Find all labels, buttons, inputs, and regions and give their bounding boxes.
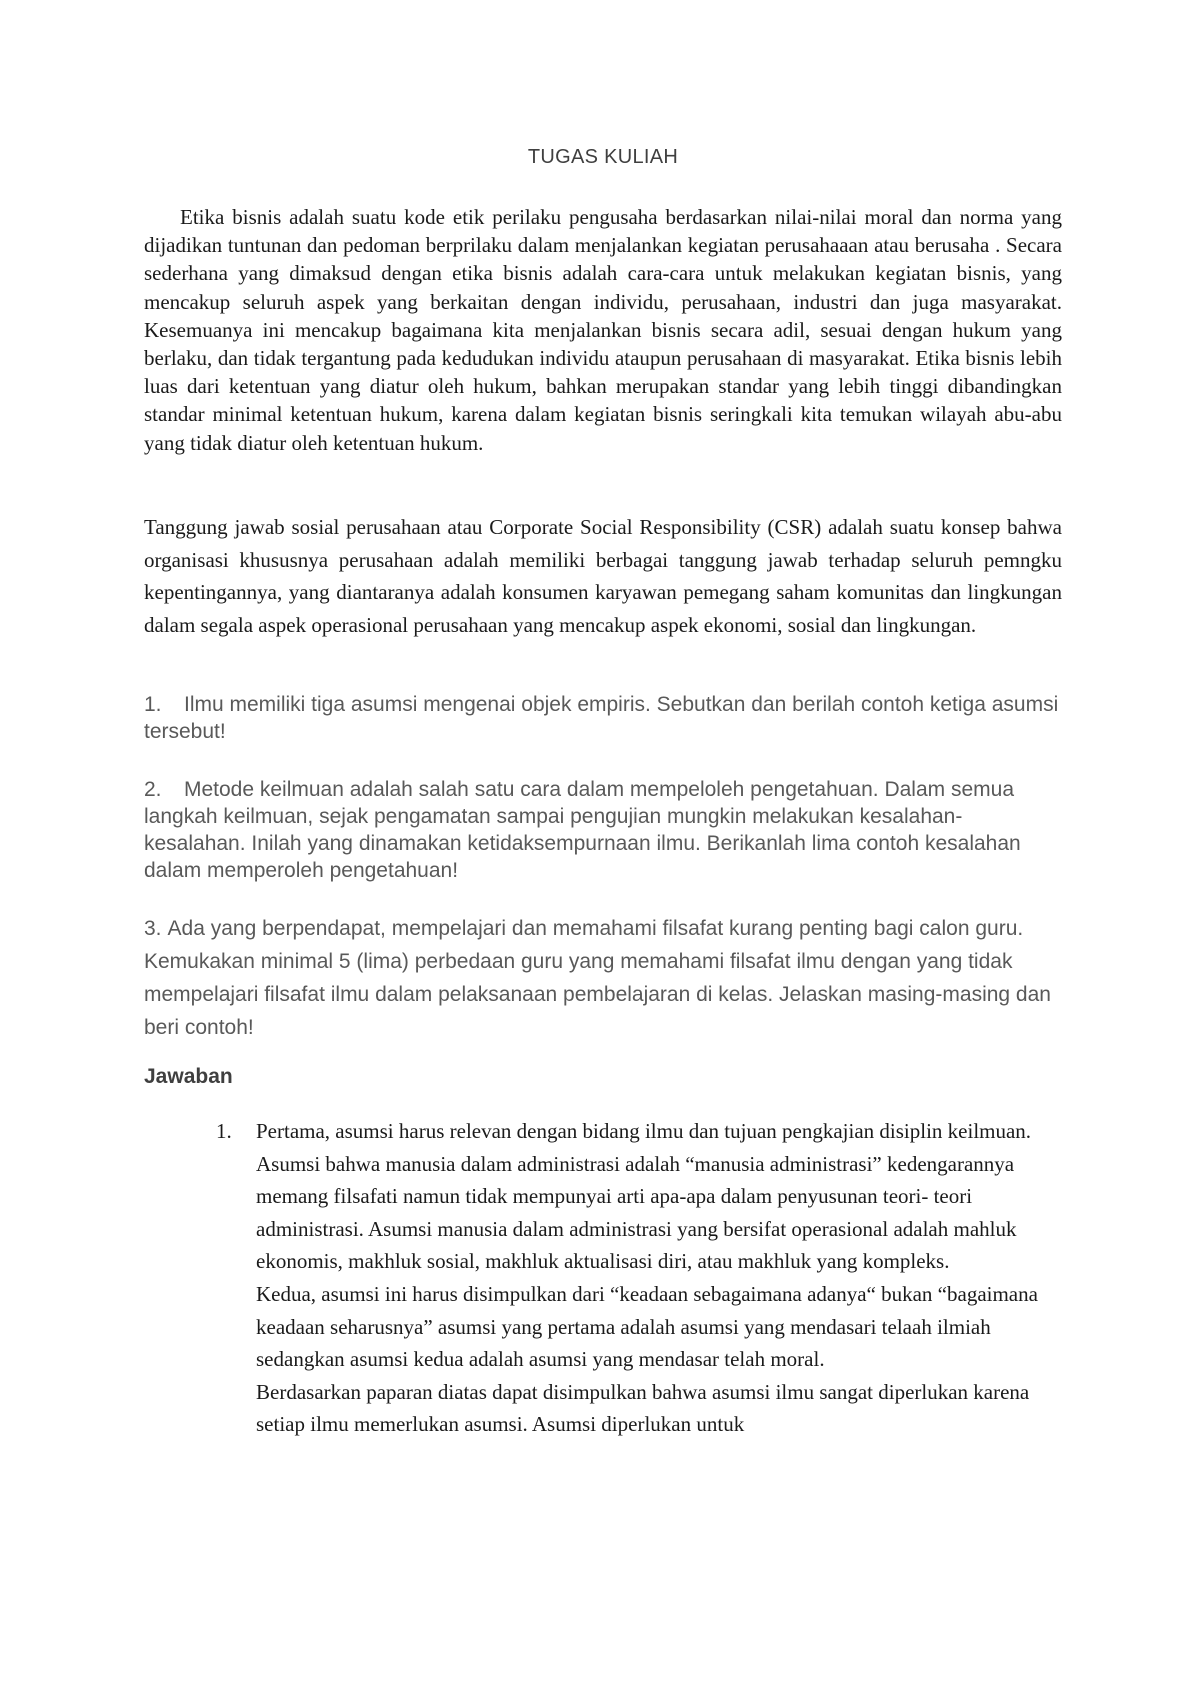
paragraph-csr: Tanggung jawab sosial perusahaan atau Corporate Social Responsibility (CSR) adalah suatu konsep bahwa organisasi khususnya perusahaan adalah memiliki berbagai tanggung jawab terhadap seluruh pemngku kepentingannya, yang diantaranya adalah konsumen karyawan pemegang saham komunitas dan lingkungan dalam segala aspek operasional perusahaan yang mencakup aspek ekonomi, sosial dan lingkungan. (144, 515, 1062, 637)
question-number: 2. (144, 778, 162, 801)
question-1 (144, 691, 1062, 745)
answer-block-kedua: Kedua, asumsi ini harus disimpulkan dari “keadaan sebagaimana adanya“ bukan “bagaimana keadaan seharusnya” asumsi yang pertama adalah asumsi yang mendasari telaah ilmiah sedangkan asumsi kedua adalah asumsi yang mendasar telah moral. (256, 1281, 1038, 1372)
question-text: Metode keilmuan adalah salah satu cara dalam mempeloleh pengetahuan. Dalam semua langkah keilmuan, sejak pengamatan sampai pengujian mungkin melakukan kesalahan-kesalahan. Inilah yang dinamakan ketidaksempurnaan ilmu. Berikanlah lima contoh kesalahan dalam memperoleh pengetahuan! (144, 778, 1021, 882)
answer-block-pertama: Pertama, asumsi harus relevan dengan bidang ilmu dan tujuan pengkajian disiplin keilmuan. Asumsi bahwa manusia dalam administrasi adalah “manusia administrasi” kedengarannya memang filsafati namun tidak mempunyai arti apa-apa dalam penyusunan teori- teori administrasi. Asumsi manusia dalam administrasi yang bersifat operasional adalah mahluk ekonomis, makhluk sosial, makhluk aktualisasi diri, atau makhluk yang kompleks. (256, 1119, 1032, 1274)
question-text: Ada yang berpendapat, mempelajari dan memahami filsafat kurang penting bagi calon guru. Kemukakan minimal 5 (lima) perbedaan guru yang memahami filsafat ilmu dengan yang tidak mempelajari filsafat ilmu dalam pelaksanaan pembelajaran di kelas. Jelaskan masing-masing dan beri contoh! (144, 917, 1051, 1039)
question-number: 1. (144, 693, 162, 716)
answer-list (216, 1115, 1062, 1441)
question-number: 3. (144, 917, 162, 940)
question-2 (144, 776, 1062, 884)
answer-number: 1. (216, 1119, 232, 1143)
paragraph-etika-bisnis: Etika bisnis adalah suatu kode etik perilaku pengusaha berdasarkan nilai-nilai moral dan norma yang dijadikan tuntunan dan pedoman berprilaku dalam menjalankan kegiatan perusahaaan atau berusaha . Secara sederhana yang dimaksud dengan etika bisnis adalah cara-cara untuk melakukan kegiatan bisnis, yang mencakup seluruh aspek yang berkaitan dengan individu, perusahaan, industri dan juga masyarakat. Kesemuanya ini mencakup bagaimana kita menjalankan bisnis secara adil, sesuai dengan hukum yang berlaku, dan tidak tergantung pada kedudukan individu ataupun perusahaan di masyarakat. Etika bisnis lebih luas dari ketentuan yang diatur oleh hukum, bahkan merupakan standar yang lebih tinggi dibandingkan standar minimal ketentuan hukum, karena dalam kegiatan bisnis seringkali kita temukan wilayah abu-abu yang tidak diatur oleh ketentuan hukum. (144, 205, 1062, 455)
document-title: TUGAS KULIAH (527, 146, 679, 168)
question-text: Ilmu memiliki tiga asumsi mengenai objek empiris. Sebutkan dan berilah contoh ketiga asumsi tersebut! (144, 693, 1059, 743)
answer-heading: Jawaban (144, 1065, 233, 1088)
question-3 (144, 912, 1062, 1044)
answer-item-1 (216, 1115, 1062, 1441)
answer-block-kesimpulan: Berdasarkan paparan diatas dapat disimpulkan bahwa asumsi ilmu sangat diperlukan karena setiap ilmu memerlukan asumsi. Asumsi diperlukan untuk (256, 1379, 1030, 1437)
